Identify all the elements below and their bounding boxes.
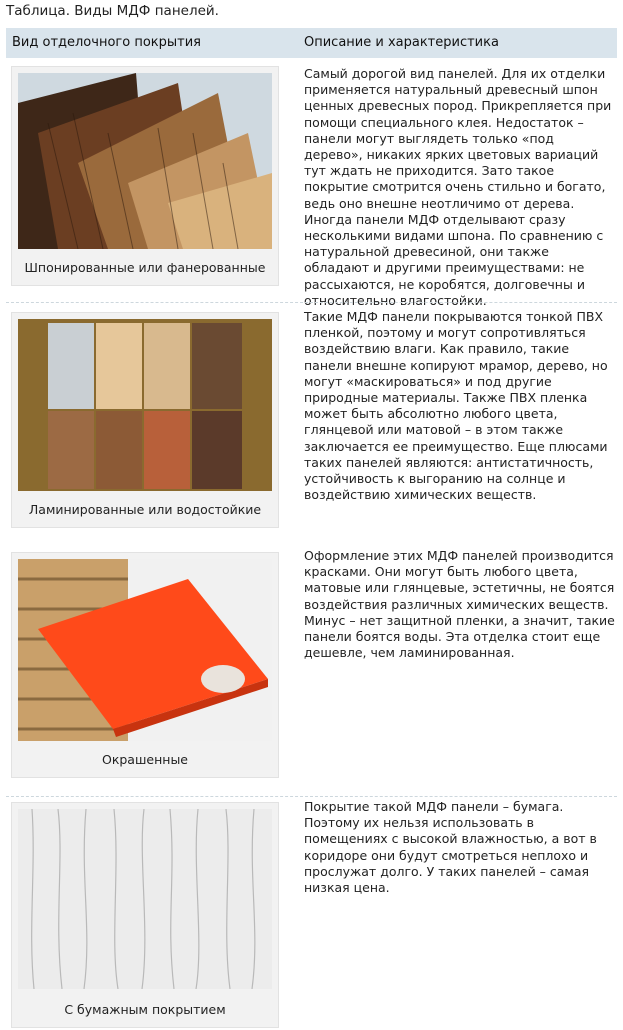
- header-finish-type: Вид отделочного покрытия: [12, 35, 201, 50]
- table-header: [6, 28, 617, 58]
- finish-description: Оформление этих МДФ панелей производится красками. Они могут быть любого цвета, матовые или глянцевые, эстетичны, не боятся воздействия различных химических веществ. Минус – нет защитной пленки, а значит, такие панели боятся воды. Эта отделка стоит еще дешевле, чем ламинированная.: [304, 548, 615, 661]
- finish-description: Покрытие такой МДФ панели – бумага. Поэтому их нельзя использовать в помещениях с высокой влажностью, а вот в коридоре они будут смотреться неплохо и прослужат долго. У таких панелей – самая низкая цена.: [304, 799, 597, 896]
- finish-label: Окрашенные: [101, 752, 189, 767]
- image-cell: [11, 802, 279, 1028]
- image-cell: [11, 66, 279, 286]
- veneer-panels-image: [18, 73, 272, 249]
- painted-panel-image: [18, 559, 272, 741]
- finish-description: Такие МДФ панели покрываются тонкой ПВХ пленкой, поэтому и могут сопротивляться воздействию влаги. Как правило, такие панели внешне копируют мрамор, дерево, но могут «маскироваться» и под другие природные материалы. Также ПВХ пленка может быть абсолютно любого цвета, глянцевой или матовой – в этом также заключается ее преимущество. Еще плюсами таких панелей являются: антистатичность, устойчивость к выгоранию на солнце и воздействию химических веществ.: [304, 309, 608, 503]
- table-caption: Таблица. Виды МДФ панелей.: [6, 3, 219, 19]
- finish-description: Самый дорогой вид панелей. Для их отделки применяется натуральный древесный шпон ценных древесных пород. Прикрепляется при помощи специального клея. Недостаток – панели могут выглядеть только «под дерево», никаких ярких цветовых вариаций тут ждать не приходится. Зато такое покрытие смотрится очень стильно и богато, ведь оно внешне неотличимо от дерева. Иногда панели МДФ отделывают сразу несколькими видами шпона. По сравнению с натуральной древесиной, они также обладают и другими преимуществами: не рассыхаются, не коробятся, долговечны и относительно влагостойки.: [304, 66, 612, 308]
- table-row: [6, 58, 617, 308]
- laminated-panels-image: [18, 319, 272, 491]
- image-cell: [11, 312, 279, 528]
- row-divider: [6, 302, 617, 304]
- table-row: [6, 302, 617, 544]
- finish-label: Шпонированные или фанерованные: [24, 260, 266, 275]
- header-description: Описание и характеристика: [304, 35, 499, 50]
- row-divider: [6, 796, 617, 798]
- table-row: [6, 784, 617, 1028]
- finish-label: Ламинированные или водостойкие: [28, 502, 262, 517]
- finish-label: С бумажным покрытием: [64, 1002, 226, 1017]
- paper-coated-panel-image: [18, 809, 272, 989]
- image-cell: [11, 552, 279, 778]
- table-row: [6, 544, 617, 784]
